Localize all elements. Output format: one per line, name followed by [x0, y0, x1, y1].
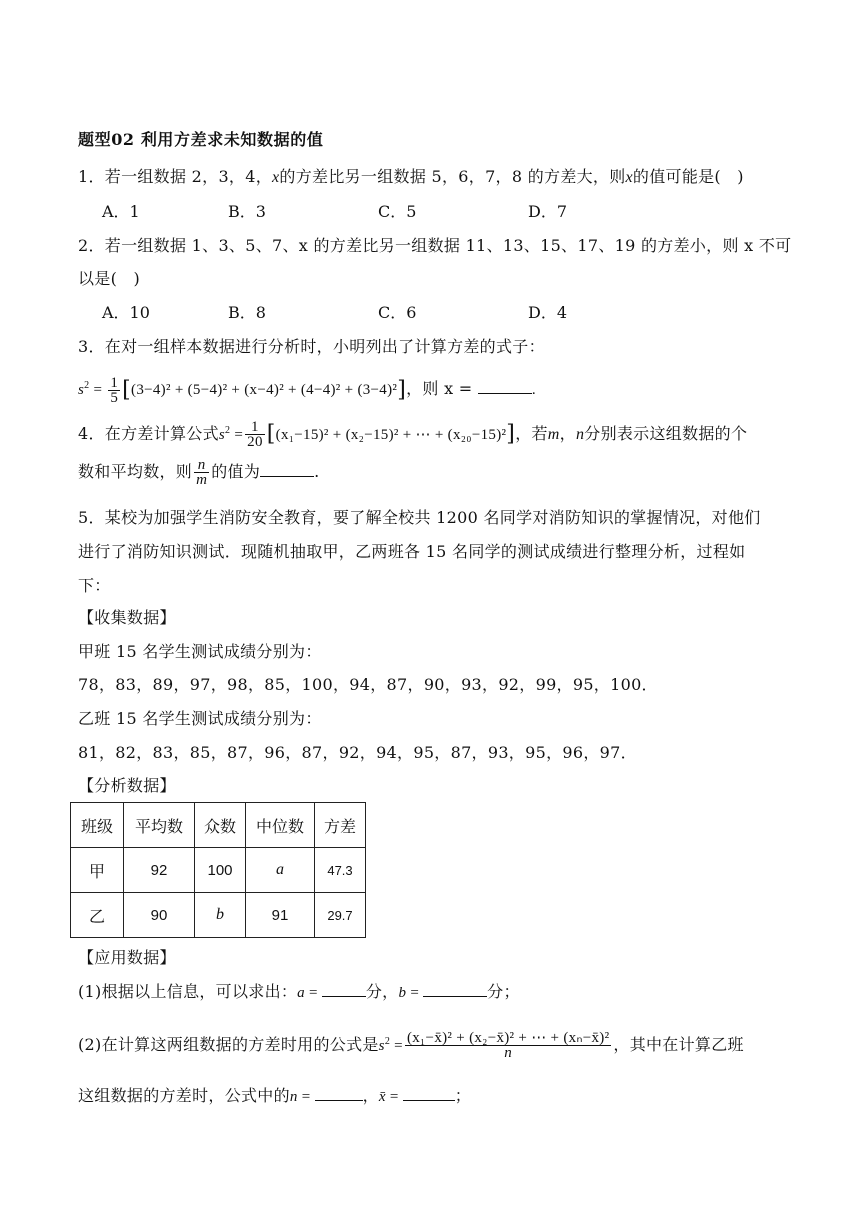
collect-data-heading: 【收集数据】: [78, 608, 176, 627]
q3-tail: ，则 x =: [406, 379, 478, 398]
table-row: [71, 848, 366, 893]
question-4-line1: 4．在方差计算公式$s^2$ = $\frac{1}{20}$ [(x₁−15)² + (x₂−15)² + ⋯ + (x₂₀−15)²]，若m，n分别表示这组数据的个: [78, 419, 748, 450]
q4-var-n: n: [575, 426, 585, 443]
sub2-blank-n[interactable]: [315, 1084, 363, 1101]
sub2-variance-fraction: $\frac{\text{(x₁−x̄)² + (x₂−x̄)² + ⋯ + (xₙ−x̄)²}}{n}$: [406, 1030, 610, 1061]
q2-option-a[interactable]: A．10: [102, 303, 150, 322]
q4-answer-blank[interactable]: [260, 460, 314, 477]
q1-var-x-2: x: [625, 169, 633, 186]
class-a-scores: 78，83，89，97，98，85，100，94，87，90，93，92，99，95，100．: [78, 675, 658, 694]
sub2-var-xbar: x̄: [378, 1089, 386, 1105]
question-5-line2: 进行了消防知识测试．现随机抽取甲，乙两班各 15 名同学的测试成绩进行整理分析，过程如: [78, 542, 746, 561]
q4-formula-body: (x₁−15)² + (x₂−15)² + ⋯ + (x₂₀−15)²: [275, 427, 507, 443]
table-cell: 乙: [71, 893, 124, 938]
q1-text-pre: 1．若一组数据 2，3，4，: [78, 167, 273, 186]
table-header-cell: 班级: [71, 803, 124, 848]
q1-text-post: 的值可能是( ): [632, 167, 744, 186]
q4-n-over-m: $\frac{n}{m}$: [196, 457, 208, 488]
table-header-cell: 平均数: [124, 803, 195, 848]
q2-option-d[interactable]: D．4: [528, 303, 568, 322]
table-cell: 29.7: [315, 893, 366, 938]
sub1-blank-a[interactable]: [322, 980, 366, 997]
class-a-heading: 甲班 15 名学生测试成绩分别为：: [78, 642, 322, 661]
table-cell: 100: [195, 848, 246, 893]
sub-question-1: (1)根据以上信息，可以求出：a = 分，b = 分；: [78, 982, 520, 1001]
q3-answer-blank[interactable]: [478, 377, 532, 394]
q4-var-m: m: [547, 426, 560, 443]
table-cell: 甲: [71, 848, 124, 893]
class-b-heading: 乙班 15 名学生测试成绩分别为：: [78, 709, 322, 728]
q1-option-b[interactable]: B．3: [228, 202, 266, 221]
sub1-blank-b[interactable]: [423, 980, 487, 997]
q4-fraction: $\frac{1}{20}$: [247, 419, 263, 450]
q1-option-c[interactable]: C．5: [378, 202, 417, 221]
table-cell: b: [195, 893, 246, 938]
sub-question-2-line2: 这组数据的方差时，公式中的n = ，x̄ = ；: [78, 1086, 472, 1105]
q1-option-a[interactable]: A．1: [102, 202, 140, 221]
question-1: [78, 165, 744, 190]
question-2-line2: 以是( ): [78, 269, 140, 288]
sub2-blank-xbar[interactable]: [403, 1084, 455, 1101]
q4-text-pre: 4．在方差计算公式: [78, 424, 219, 443]
table-cell: 47.3: [315, 848, 366, 893]
table-cell: 91: [246, 893, 315, 938]
table-row: [71, 893, 366, 938]
question-4-line2: 数和平均数，则 $\frac{n}{m}$ 的值为 .: [78, 457, 320, 488]
table-header-cell: 众数: [195, 803, 246, 848]
question-5-line1: 5．某校为加强学生消防安全教育，要了解全校共 1200 名同学对消防知识的掌握情况，对他们: [78, 508, 761, 527]
table-cell: 92: [124, 848, 195, 893]
apply-data-heading: 【应用数据】: [78, 948, 176, 967]
question-2-line1: 2．若一组数据 1、3、5、7、x 的方差比另一组数据 11、13、15、17、19 的方差小，则 x 不可: [78, 236, 792, 255]
sub1-var-b: b: [398, 985, 407, 1001]
section-title: 题型02 利用方差求未知数据的值: [78, 130, 324, 149]
question-5-line3: 下：: [78, 576, 111, 595]
q3-fraction: $\frac{1}{5}$: [110, 375, 119, 407]
table-header-cell: 中位数: [246, 803, 315, 848]
question-3-line1: 3．在对一组样本数据进行分析时，小明列出了计算方差的式子：: [78, 337, 545, 356]
table-header-row: [71, 803, 366, 848]
q3-s: s: [78, 382, 85, 398]
q3-formula-body: (3−4)² + (5−4)² + (x−4)² + (4−4)² + (3−4)²: [131, 382, 398, 398]
table-header-cell: 方差: [315, 803, 366, 848]
table-cell: a: [246, 848, 315, 893]
question-3-formula: $s^2$ = $\frac{1}{5}$ [(3−4)² + (5−4)² + (x−4)² + (4−4)² + (3−4)²]，则 x = .: [78, 375, 536, 407]
sub2-var-n: n: [289, 1089, 298, 1105]
q1-text-mid: 的方差比另一组数据 5，6，7，8 的方差大，则: [279, 167, 626, 186]
statistics-table: [70, 802, 366, 938]
sub1-var-a: a: [297, 985, 305, 1001]
q2-option-c[interactable]: C．6: [378, 303, 417, 322]
class-b-scores: 81，82，83，85，87，96，87，92，94，95，87，93，95，96，97．: [78, 743, 637, 762]
q1-option-d[interactable]: D．7: [528, 202, 568, 221]
sub-question-2-line1: (2)在计算这两组数据的方差时用的公式是$s^2$ = $\frac{\text{(x₁−x̄)² + (x₂−x̄)² + ⋯ + (xₙ−x̄)²}}{n}$ ，其中在计算乙班: [78, 1030, 744, 1061]
q2-option-b[interactable]: B．8: [228, 303, 266, 322]
analyze-data-heading: 【分析数据】: [78, 776, 176, 795]
q1-var-x: x: [272, 169, 280, 186]
table-cell: 90: [124, 893, 195, 938]
